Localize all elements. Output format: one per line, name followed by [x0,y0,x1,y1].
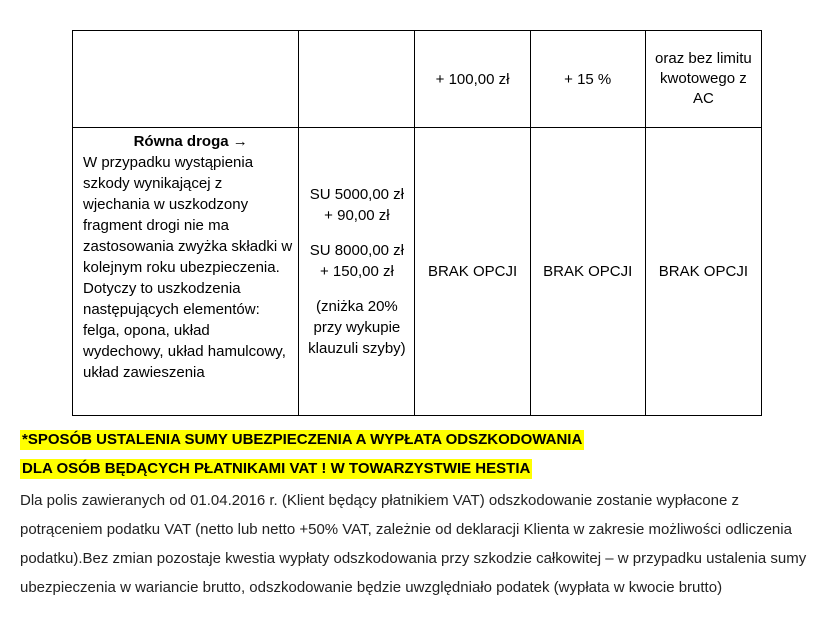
option-cell-3: BRAK OPCJI [415,128,530,416]
table-row-rowna-droga [73,128,762,416]
sum-insured-cell [299,128,415,416]
table-row-top [73,31,762,128]
top-cell-percent: + 15 % [530,31,645,128]
table-cell-empty-1 [73,31,299,128]
top-cell-no-limit [645,31,761,128]
notice-paragraph: Dla polis zawieranych od 01.04.2016 r. (Klient będący płatnikiem VAT) odszkodowanie zostanie wypłacone z potrąceniem podatku VAT (netto lub netto +50% VAT, zależnie od deklaracji Klienta w zakresie możliwości odliczenia podatku).Bez zmian pozostaje kwestia wypłaty odszkodowania przy szkodzie całkowitej – w przypadku ustalenia sumy ubezpieczenia w wariancie brutto, odszkodowanie będzie uwzględniało podatek (wypłata w kwocie brutto) [20,492,807,596]
rowna-droga-description: W przypadku wystąpienia szkody wynikającej z wjechania w uszkodzony fragment drogi nie ma zastosowania zwyżka składki w kolejnym roku ubezpieczenia. Dotyczy to uszkodzenia następujących elementów: felga, opona, układ wydechowy, układ hamulcowy, układ zawieszenia [83,154,293,381]
notice-heading-line-2: DLA OSÓB BĘDĄCYCH PŁATNIKAMI VAT ! W TOWARZYSTWIE HESTIA [22,460,531,477]
option-cell-5: BRAK OPCJI [645,128,761,416]
no-limit-text: oraz bez limitu kwotowego z AC [655,50,752,107]
rowna-droga-description-cell [73,128,299,416]
notice-heading-line-1: *SPOSÓB USTALENIA SUMY UBEZPIECZENIA A WYPŁATA ODSZKODOWANIA [22,431,583,448]
option-cell-4: BRAK OPCJI [530,128,645,416]
discount-note: (zniżka 20% przy wykupie klauzuli szyby) [308,298,406,357]
rowna-droga-title: Równa droga → [133,133,248,150]
table-cell-empty-2 [299,31,415,128]
sum-insured-option-2: SU 8000,00 zł + 150,00 zł [309,242,405,280]
top-cell-price: + 100,00 zł [415,31,530,128]
sum-insured-option-1: SU 5000,00 zł + 90,00 zł [309,186,405,224]
coverage-table [72,30,762,416]
